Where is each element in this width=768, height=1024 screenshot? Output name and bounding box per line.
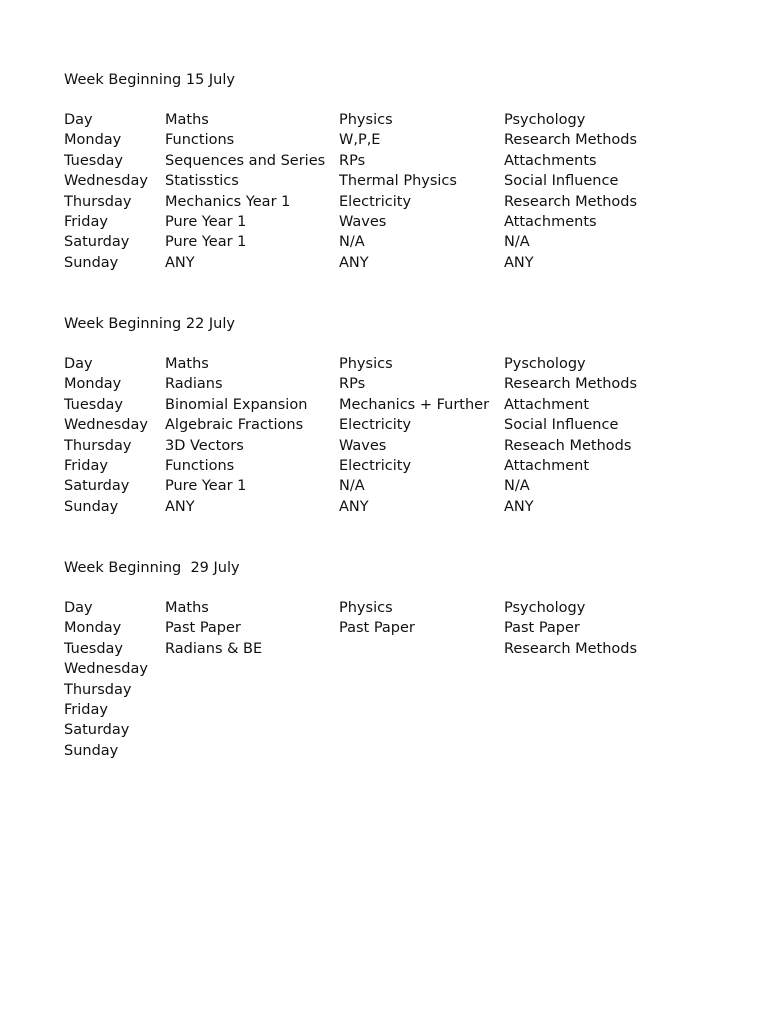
- day-cell: Monday: [64, 620, 122, 637]
- day-cell: Thursday: [64, 193, 132, 210]
- header-physics: Physics: [339, 600, 393, 616]
- maths-cell: Pure Year 1: [165, 478, 247, 495]
- maths-cell: Pure Year 1: [165, 234, 247, 251]
- maths-cell: Statisstics: [165, 173, 239, 190]
- day-cell: Tuesday: [64, 152, 123, 169]
- header-psychology: Psychology: [504, 112, 586, 128]
- psychology-cell: Attachment: [504, 457, 590, 474]
- day-cell: Thursday: [64, 437, 132, 454]
- header-maths: Maths: [165, 356, 209, 372]
- psychology-cell: Attachments: [504, 213, 597, 230]
- psychology-cell: Social Influence: [504, 417, 619, 434]
- day-cell: Monday: [64, 376, 122, 393]
- maths-cell: Radians & BE: [165, 640, 263, 657]
- day-cell: Monday: [64, 132, 122, 149]
- psychology-cell: Research Methods: [504, 193, 638, 210]
- psychology-cell: ANY: [504, 498, 534, 515]
- maths-cell: Binomial Expansion: [165, 396, 308, 413]
- header-maths: Maths: [165, 112, 209, 128]
- psychology-cell: Research Methods: [504, 376, 638, 393]
- day-cell: Sunday: [64, 742, 119, 759]
- day-cell: Saturday: [64, 478, 130, 495]
- day-cell: Sunday: [64, 498, 119, 515]
- day-cell: Saturday: [64, 722, 130, 739]
- physics-cell: Past Paper: [339, 620, 415, 637]
- physics-cell: Mechanics + Further: [339, 396, 490, 413]
- psychology-cell: Attachment: [504, 396, 590, 413]
- maths-cell: Functions: [165, 132, 235, 149]
- day-cell: Wednesday: [64, 417, 148, 434]
- physics-cell: Electricity: [339, 457, 412, 474]
- header-maths: Maths: [165, 600, 209, 616]
- week-title: Week Beginning 15 July: [64, 72, 235, 88]
- physics-cell: RPs: [339, 152, 366, 169]
- psychology-cell: Past Paper: [504, 620, 580, 637]
- physics-cell: Electricity: [339, 193, 412, 210]
- day-cell: Thursday: [64, 681, 132, 698]
- day-cell: Friday: [64, 701, 108, 718]
- psychology-cell: Social Influence: [504, 173, 619, 190]
- header-psychology: Psychology: [504, 600, 586, 616]
- psychology-cell: Research Methods: [504, 132, 638, 149]
- day-cell: Wednesday: [64, 173, 148, 190]
- psychology-cell: N/A: [504, 234, 530, 251]
- physics-cell: W,P,E: [339, 132, 381, 149]
- physics-cell: RPs: [339, 376, 366, 393]
- maths-cell: Functions: [165, 457, 235, 474]
- psychology-cell: Attachments: [504, 152, 597, 169]
- physics-cell: ANY: [339, 498, 369, 515]
- day-cell: Tuesday: [64, 640, 123, 657]
- maths-cell: 3D Vectors: [165, 437, 244, 454]
- psychology-cell: Reseach Methods: [504, 437, 632, 454]
- physics-cell: N/A: [339, 234, 365, 251]
- physics-cell: Waves: [339, 437, 387, 454]
- physics-cell: ANY: [339, 254, 369, 271]
- maths-cell: Pure Year 1: [165, 213, 247, 230]
- header-day: Day: [64, 600, 93, 616]
- physics-cell: N/A: [339, 478, 365, 495]
- maths-cell: ANY: [165, 254, 195, 271]
- physics-cell: Thermal Physics: [339, 173, 457, 190]
- psychology-cell: ANY: [504, 254, 534, 271]
- week-title: Week Beginning 29 July: [64, 560, 240, 576]
- day-cell: Wednesday: [64, 661, 148, 678]
- maths-cell: Past Paper: [165, 620, 241, 637]
- maths-cell: Sequences and Series: [165, 152, 326, 169]
- physics-cell: Electricity: [339, 417, 412, 434]
- day-cell: Tuesday: [64, 396, 123, 413]
- day-cell: Friday: [64, 457, 108, 474]
- maths-cell: Algebraic Fractions: [165, 417, 304, 434]
- day-cell: Sunday: [64, 254, 119, 271]
- maths-cell: ANY: [165, 498, 195, 515]
- day-cell: Saturday: [64, 234, 130, 251]
- header-physics: Physics: [339, 356, 393, 372]
- header-day: Day: [64, 356, 93, 372]
- physics-cell: Waves: [339, 213, 387, 230]
- header-psychology: Pyschology: [504, 356, 586, 372]
- header-physics: Physics: [339, 112, 393, 128]
- psychology-cell: Research Methods: [504, 640, 638, 657]
- day-cell: Friday: [64, 213, 108, 230]
- header-day: Day: [64, 112, 93, 128]
- maths-cell: Radians: [165, 376, 223, 393]
- week-title: Week Beginning 22 July: [64, 316, 235, 332]
- maths-cell: Mechanics Year 1: [165, 193, 291, 210]
- psychology-cell: N/A: [504, 478, 530, 495]
